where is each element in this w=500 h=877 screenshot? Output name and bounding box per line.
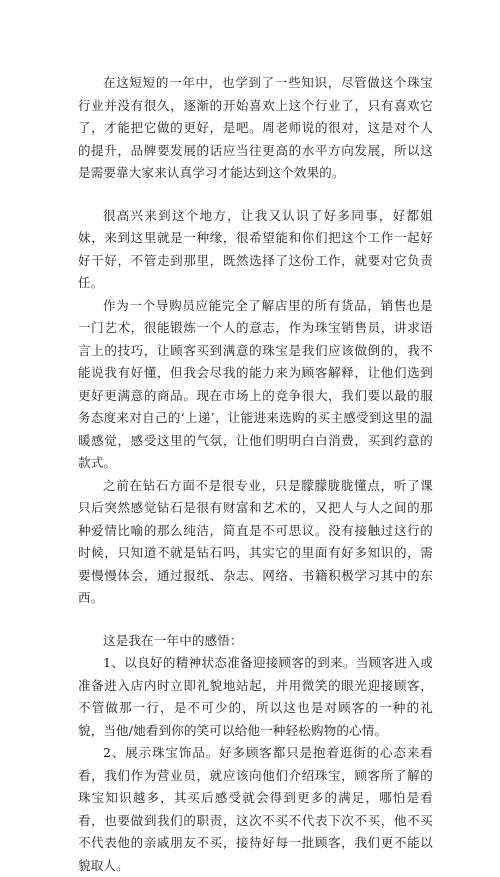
paragraph-colleagues: 很高兴来到这个地方，让我又认识了好多同事，好都姐妹，来到这里就是一种缘，很希望能和你们把这个工作一起好好干好，不管走到那里，既然选择了这份工作，就要对它负责任。 [78, 207, 433, 290]
paragraph-intro: 在这短短的一年中，也学到了一些知识，尽管做这个珠宝行业并没有很久，逐渐的开始喜欢上这个行业了，只有喜欢它了，才能把它做的更好，是吧。周老师说的很对，这是对个人的提升，品牌要发展的话应当往更高的水平方向发展，所以这是需要靠大家来认真学习才能达到这个效果的。 [78, 75, 433, 180]
paragraph-insight-1: 1、以良好的精神状态准备迎接顾客的到来。当顾客进入或准备进入店内时立即礼貌地站起，并用微笑的眼光迎接顾客，不管做那一行，是不可少的，所以这也是对顾客的一种的礼貌，当他/她看到你的笑可以给他一种轻松购物的心情。 [78, 655, 433, 738]
paragraph-insight-2: 2、展示珠宝饰品。好多顾客都只是抱着逛街的心态来看看，我们作为营业员，就应该向他们介绍珠宝，顾客所了解的珠宝知识越多，其买后感受就会得到更多的满足，哪怕是看看，也要做到我们的职责，这次不买不代表下次不买，他不买不代表他的亲戚朋友不买，接待好每一批顾客，我们更不能以貌取人。 [78, 745, 433, 873]
paragraph-sales-role: 作为一个导购员应能完全了解店里的所有货品，销售也是一门艺术，很能锻炼一个人的意志，作为珠宝销售员，讲求语言上的技巧，让顾客买到满意的珠宝是我们应该做倒的，我不能说我有好懂，但我会尽我的能力来为顾客解释，让他们选到更好更满意的商品。现在市场上的竞争很大，我们要以最的服务态度来对自己的‘上递’，让能进来选购的买主感受到这里的温暖感觉，感受这里的气氛，让他们明明白白消费，买到约意的款式。 [78, 297, 433, 470]
paragraph-diamond-knowledge: 之前在钻石方面不是很专业，只是朦朦胧胧懂点，听了课只后突然感觉钻石是很有财富和艺术的，又把人与人之间的那种爱情比喻的那么纯洁，简直是不可思议。没有接触过这行的时候，只知道不就是钻石吗，其实它的里面有好多知识的，需要慢慢体会，通过报纸、杂志、网络、书籍积极学习其中的东西。 [78, 477, 433, 605]
document-page [78, 72, 433, 877]
paragraph-insights-heading: 这是我在一年中的感悟： [103, 632, 243, 648]
